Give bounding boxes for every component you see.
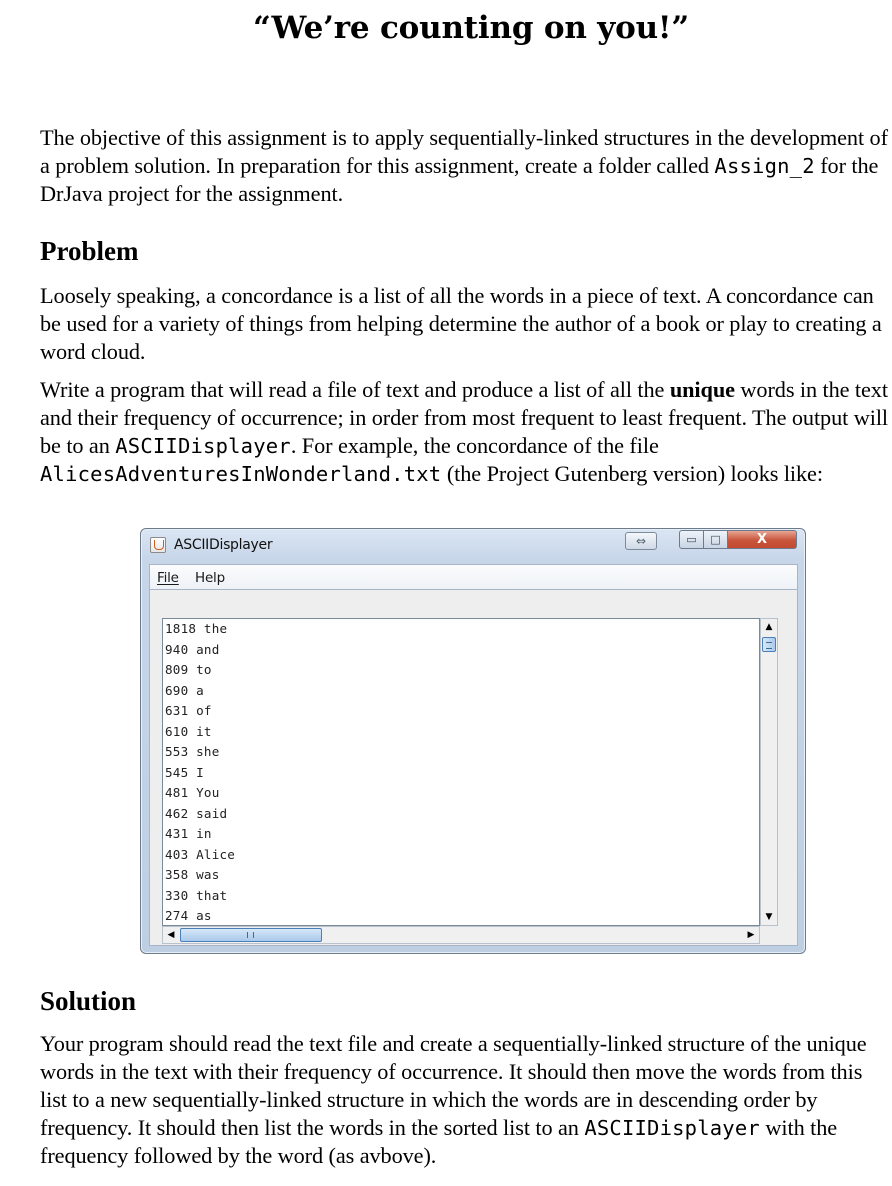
window-title: ASCIIDisplayer bbox=[174, 537, 273, 553]
horizontal-scrollbar[interactable] bbox=[162, 926, 760, 944]
solution-text-1: Your program should read the text file and create a sequentially-linked structure of the unique words in the text with their frequency of occurrence. It should then move the words from this list to a new sequentially-linked structure in which the words are in descending order by frequency. It should then list the words in the sorted list to an bbox=[40, 1031, 867, 1140]
intro-paragraph bbox=[40, 124, 888, 208]
output-line: 809 to bbox=[165, 662, 212, 677]
solution-text-2: with the frequency followed by the word (as avbove). bbox=[40, 1115, 838, 1168]
output-line: 431 in bbox=[165, 826, 212, 841]
output-line: 631 of bbox=[165, 703, 212, 718]
snap-button[interactable] bbox=[625, 532, 657, 550]
problem-p2-text-3: . For example, the concordance of the file bbox=[290, 433, 659, 458]
output-line: 545 I bbox=[165, 764, 204, 780]
output-line: 274 as bbox=[165, 908, 212, 923]
menu-file[interactable]: File bbox=[157, 570, 179, 586]
output-line: 403 Alice bbox=[165, 846, 236, 862]
output-line: 481 You bbox=[165, 785, 220, 800]
minimize-button[interactable] bbox=[679, 530, 704, 549]
output-line: 940 and bbox=[165, 641, 220, 657]
problem-p2-text-4: (the Project Gutenberg version) looks like: bbox=[441, 461, 823, 486]
vertical-scrollbar[interactable] bbox=[760, 618, 778, 926]
maximize-icon: □ bbox=[710, 533, 721, 546]
minimize-icon: ▭ bbox=[686, 533, 697, 546]
problem-p2-text-1: Write a program that will read a file of text and produce a list of all the bbox=[40, 377, 670, 402]
intro-folder-code: Assign_2 bbox=[714, 154, 815, 178]
asciidisplayer-window bbox=[140, 528, 806, 954]
output-line: 462 said bbox=[165, 805, 228, 821]
output-line: 1818 the bbox=[165, 621, 228, 636]
horizontal-scroll-thumb[interactable] bbox=[180, 928, 322, 942]
page-title: “We’re counting on you!” bbox=[253, 10, 689, 46]
solution-paragraph bbox=[40, 1030, 888, 1170]
problem-p2-text-2: words in the text and their frequency of occurrence; in order from most frequent to least frequent. The output will be to an bbox=[40, 377, 889, 458]
output-line: 690 a bbox=[165, 682, 204, 698]
snap-icon: ⇔ bbox=[635, 534, 647, 548]
intro-text-2: for the DrJava project for the assignment. bbox=[40, 153, 879, 206]
solution-heading: Solution bbox=[40, 986, 137, 1016]
problem-paragraph-1: Loosely speaking, a concordance is a list of all the words in a piece of text. A concordance can be used for a variety of things from helping determine the author of a book or play to creating a word cloud. bbox=[40, 283, 882, 364]
intro-text-1: The objective of this assignment is to apply sequentially-linked structures in the development of a problem solution. In preparation for this assignment, create a folder called bbox=[40, 125, 888, 178]
problem-paragraph-2 bbox=[40, 376, 888, 488]
window-titlebar[interactable] bbox=[141, 529, 805, 561]
vertical-scroll-thumb[interactable] bbox=[762, 637, 776, 652]
window-content bbox=[149, 590, 798, 946]
maximize-button[interactable] bbox=[703, 530, 728, 549]
output-line: 553 she bbox=[165, 744, 220, 759]
filename-code: AlicesAdventuresInWonderland.txt bbox=[40, 462, 442, 486]
problem-heading: Problem bbox=[40, 236, 139, 266]
asciidisplayer-code: ASCIIDisplayer bbox=[115, 434, 291, 458]
scroll-up-icon[interactable]: ▲ bbox=[765, 622, 773, 632]
solution-asciidisplayer-code: ASCIIDisplayer bbox=[584, 1116, 760, 1140]
output-text-area[interactable] bbox=[162, 618, 760, 926]
java-icon bbox=[150, 537, 166, 553]
scroll-right-icon[interactable]: ▶ bbox=[747, 930, 755, 940]
scroll-corner bbox=[760, 926, 778, 944]
unique-emphasis: unique bbox=[669, 377, 735, 402]
window-controls bbox=[679, 530, 799, 550]
output-line: 610 it bbox=[165, 723, 212, 739]
close-button[interactable] bbox=[727, 530, 797, 549]
scroll-down-icon[interactable]: ▼ bbox=[765, 912, 773, 922]
output-line: 330 that bbox=[165, 887, 228, 903]
menu-help[interactable]: Help bbox=[195, 570, 225, 586]
scroll-left-icon[interactable]: ◀ bbox=[167, 930, 175, 940]
menu-bar bbox=[149, 564, 798, 590]
output-line: 358 was bbox=[165, 867, 220, 882]
close-icon: X bbox=[756, 532, 768, 547]
